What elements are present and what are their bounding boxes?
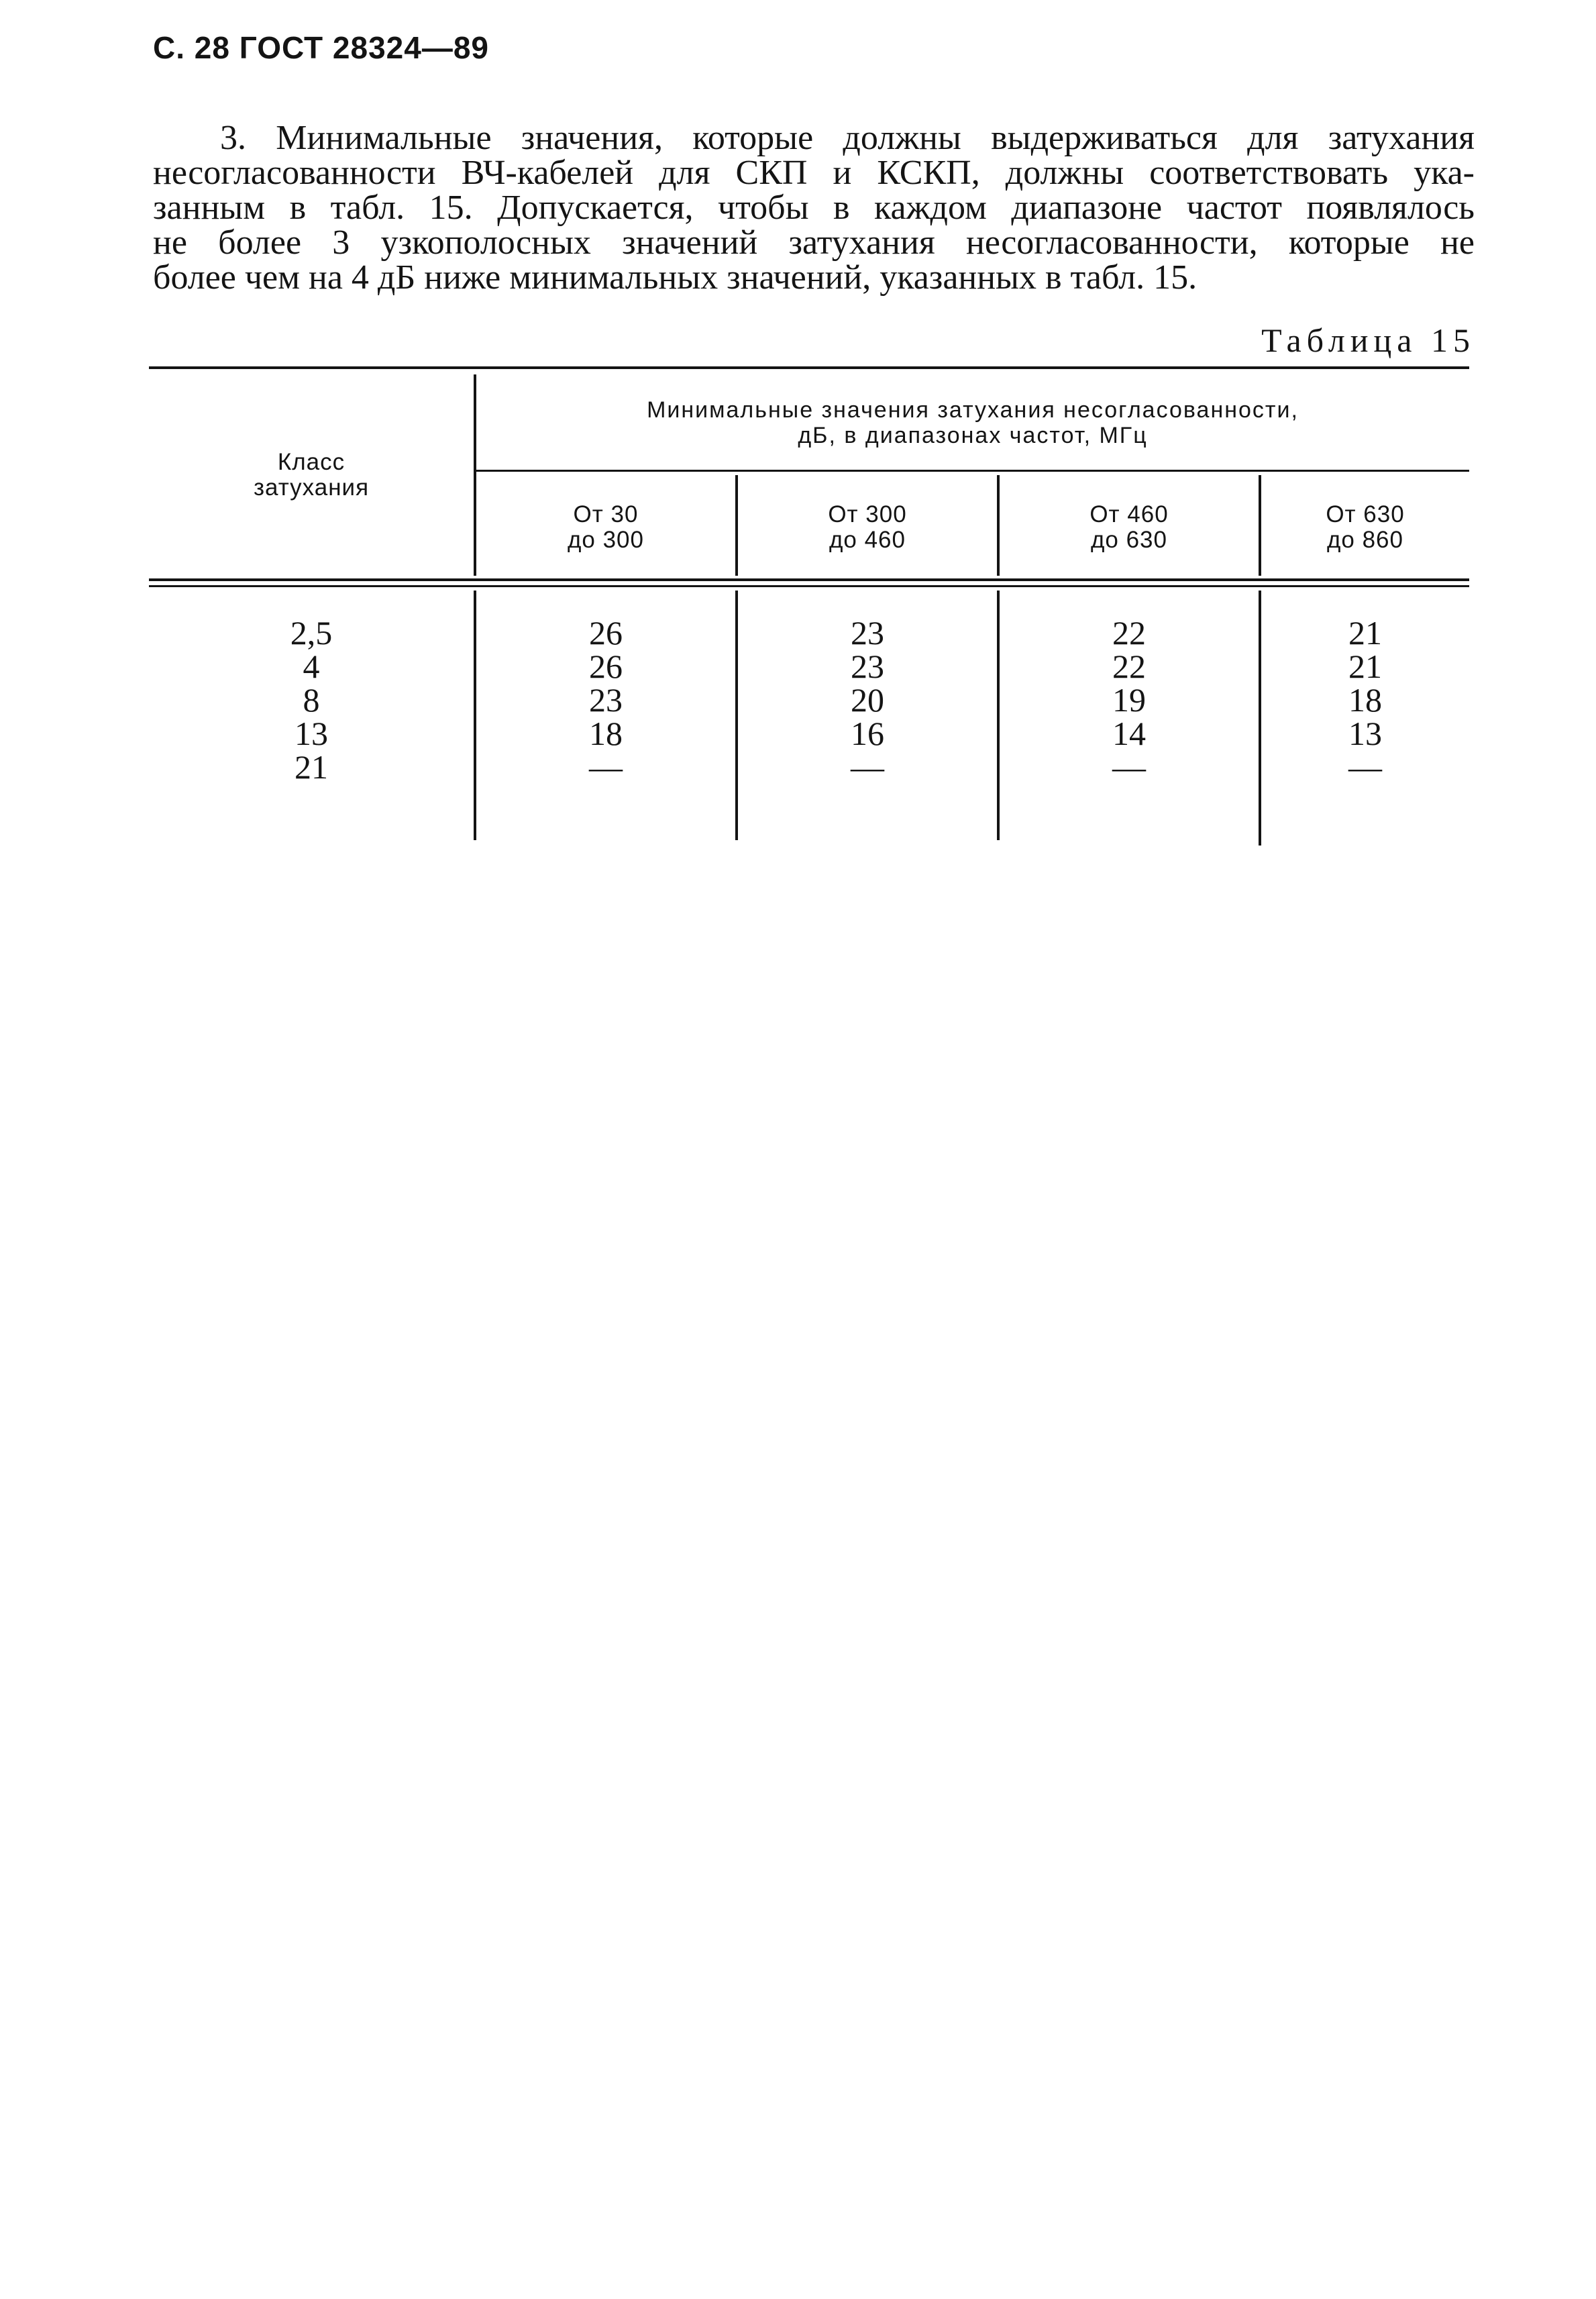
table-cell: —: [589, 748, 623, 786]
table-cell: 16: [851, 715, 884, 752]
table-cell: 19: [1112, 681, 1146, 719]
column-range-4: [1261, 616, 1469, 784]
table-top-rule: [149, 366, 1469, 369]
subheader-rule: [476, 470, 1469, 472]
table-cell: 13: [295, 715, 328, 752]
table-cell: 26: [589, 614, 623, 652]
paragraph-line-3: занным в табл. 15. Допускается, чтобы в каждом диапазоне частот появлялось: [153, 189, 1475, 227]
header-range-2: От 300 до 460: [828, 501, 907, 553]
table-cell: 14: [1112, 715, 1146, 752]
table-cell: 23: [851, 648, 884, 685]
table-cell: 18: [589, 715, 623, 752]
header-range-3: От 460 до 630: [1089, 501, 1169, 553]
table-cell: 2,5: [290, 614, 333, 652]
table-cell: 21: [295, 748, 328, 786]
table-cell: 22: [1112, 648, 1146, 685]
column-class: [149, 616, 474, 784]
header-main-line-1: Минимальные значения затухания несогласованности,: [647, 397, 1299, 423]
column-range-3: [1000, 616, 1259, 784]
header-range-1: От 30 до 300: [567, 501, 644, 553]
header-range-4: От 630 до 860: [1326, 501, 1405, 553]
table-cell: —: [1348, 748, 1382, 786]
paragraph-line-2: несогласованности ВЧ-кабелей для СКП и КСКП, должны соответствовать ука-: [153, 154, 1475, 192]
paragraph-line-5: более чем на 4 дБ ниже минимальных значений, указанных в табл. 15.: [153, 258, 1198, 297]
page-header: С. 28 ГОСТ 28324—89: [153, 30, 490, 65]
header-main: [476, 397, 1469, 448]
table-cell: 8: [303, 681, 320, 719]
header-bottom-rule-2: [149, 585, 1469, 587]
table-cell: 18: [1348, 681, 1382, 719]
table-caption: Таблица 15: [1261, 321, 1475, 359]
table-cell: 23: [851, 614, 884, 652]
header-class: Класс затухания: [253, 449, 370, 501]
table-cell: —: [851, 748, 884, 786]
table-cell: 21: [1348, 614, 1382, 652]
table-cell: —: [1112, 748, 1146, 786]
column-range-2: [738, 616, 997, 784]
body-paragraph: [153, 121, 1475, 295]
header-bottom-rule-1: [149, 578, 1469, 581]
table-cell: 23: [589, 681, 623, 719]
paragraph-line-1: 3. Минимальные значения, которые должны выдерживаться для затухания: [220, 119, 1475, 157]
header-main-line-2: дБ, в диапазонах частот, МГц: [798, 423, 1148, 448]
table-cell: 22: [1112, 614, 1146, 652]
table-cell: 20: [851, 681, 884, 719]
paragraph-line-4: не более 3 узкополосных значений затухания несогласованности, которые не: [153, 223, 1475, 262]
column-range-1: [476, 616, 735, 784]
table-cell: 4: [303, 648, 320, 685]
table-cell: 13: [1348, 715, 1382, 752]
table-cell: 26: [589, 648, 623, 685]
table-cell: 21: [1348, 648, 1382, 685]
